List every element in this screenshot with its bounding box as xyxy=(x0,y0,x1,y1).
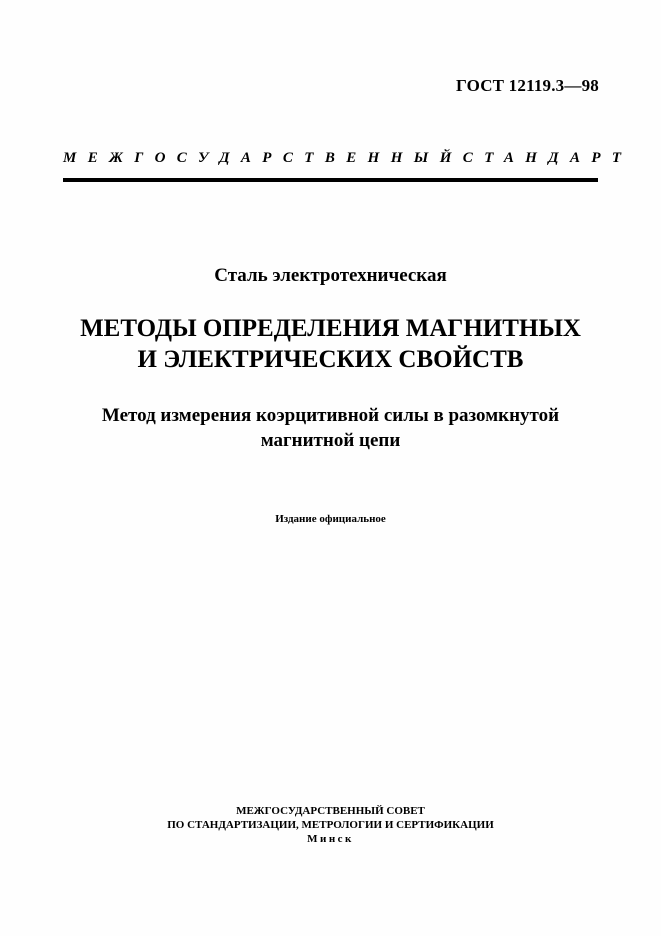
sub-title-line1: Метод измерения коэрцитивной силы в разомкнутой xyxy=(101,405,560,426)
standard-type-word2: СТАНДАРТ xyxy=(462,150,633,166)
publisher-line2: ПО СТАНДАРТИЗАЦИИ, МЕТРОЛОГИИ И СЕРТИФИКАЦИИ xyxy=(167,819,494,831)
header-rule xyxy=(63,178,598,182)
sub-title xyxy=(40,403,621,453)
main-title xyxy=(40,313,621,375)
standard-type-word1: МЕЖГОСУДАРСТВЕННЫЙ xyxy=(63,150,463,166)
pre-title: Сталь электротехническая xyxy=(214,265,447,286)
publisher-city: Минск xyxy=(307,833,354,845)
document-number: ГОСТ 12119.3—98 xyxy=(455,76,599,95)
main-title-line1: МЕТОДЫ ОПРЕДЕЛЕНИЯ МАГНИТНЫХ xyxy=(80,315,581,342)
sub-title-line2: магнитной цепи xyxy=(260,430,401,451)
standard-type-label xyxy=(63,150,633,167)
publisher-line1: МЕЖГОСУДАРСТВЕННЫЙ СОВЕТ xyxy=(236,805,425,817)
publisher-block xyxy=(40,804,621,846)
main-title-line2: И ЭЛЕКТРИЧЕСКИХ СВОЙСТВ xyxy=(137,346,524,373)
edition-note: Издание официальное xyxy=(275,513,386,525)
